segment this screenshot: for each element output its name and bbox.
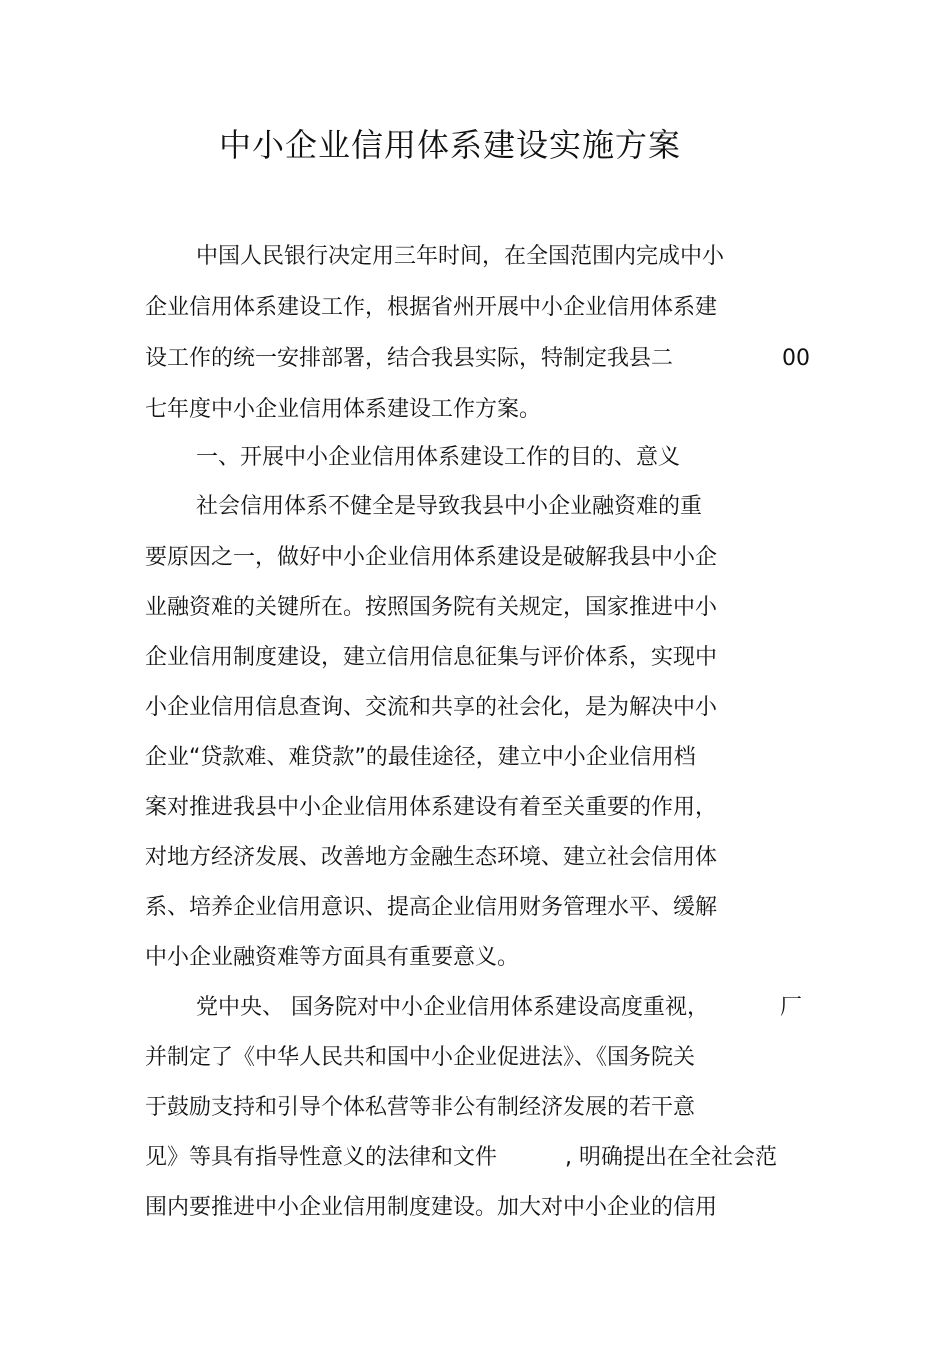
detached-text-fragment: 厂 <box>780 995 803 1020</box>
document-title: 中小企业信用体系建设实施方案 <box>218 126 681 164</box>
paragraph-line: 系、培养企业信用意识、提高企业信用财务管理水平、缓解 <box>145 895 718 920</box>
paragraph-line: 案对推进我县中小企业信用体系建设有着至关重要的作用， <box>145 795 718 820</box>
detached-text-fragment: , 明确提出在全社会范 <box>565 1145 777 1170</box>
paragraph-line: 企业“贷款难、难贷款”的最佳途径，建立中小企业信用档 <box>145 745 696 770</box>
paragraph-line: 中国人民银行决定用三年时间，在全国范围内完成中小 <box>196 244 725 269</box>
paragraph-line: 并制定了《中华人民共和国中小企业促进法》、《国务院关 <box>145 1045 696 1070</box>
paragraph-line: 于鼓励支持和引导个体私营等非公有制经济发展的若干意 <box>145 1095 696 1120</box>
section-heading: 一、开展中小企业信用体系建设工作的目的、意义 <box>196 445 681 470</box>
paragraph-line: 七年度中小企业信用体系建设工作方案。 <box>145 397 542 422</box>
paragraph-line: 小企业信用信息查询、交流和共享的社会化，是为解决中小 <box>145 695 718 720</box>
paragraph-line: 见》等具有指导性意义的法律和文件 <box>145 1145 498 1170</box>
paragraph-line: 社会信用体系不健全是导致我县中小企业融资难的重 <box>196 494 703 519</box>
paragraph-line: 党中央、 国务院对中小企业信用体系建设高度重视， <box>196 995 709 1020</box>
detached-text-fragment: 00 <box>782 346 810 371</box>
paragraph-line: 中小企业融资难等方面具有重要意义。 <box>145 945 520 970</box>
paragraph-line: 业融资难的关键所在。按照国务院有关规定，国家推进中小 <box>145 595 718 620</box>
paragraph-line: 围内要推进中小企业信用制度建设。加大对中小企业的信用 <box>145 1195 718 1220</box>
paragraph-line: 企业信用体系建设工作，根据省州开展中小企业信用体系建 <box>145 295 718 320</box>
paragraph-line: 企业信用制度建设，建立信用信息征集与评价体系，实现中 <box>145 645 718 670</box>
paragraph-line: 要原因之一，做好中小企业信用体系建设是破解我县中小企 <box>145 545 718 570</box>
paragraph-line: 对地方经济发展、改善地方金融生态环境、建立社会信用体 <box>145 845 718 870</box>
paragraph-line: 设工作的统一安排部署，结合我县实际，特制定我县二 <box>145 346 674 371</box>
